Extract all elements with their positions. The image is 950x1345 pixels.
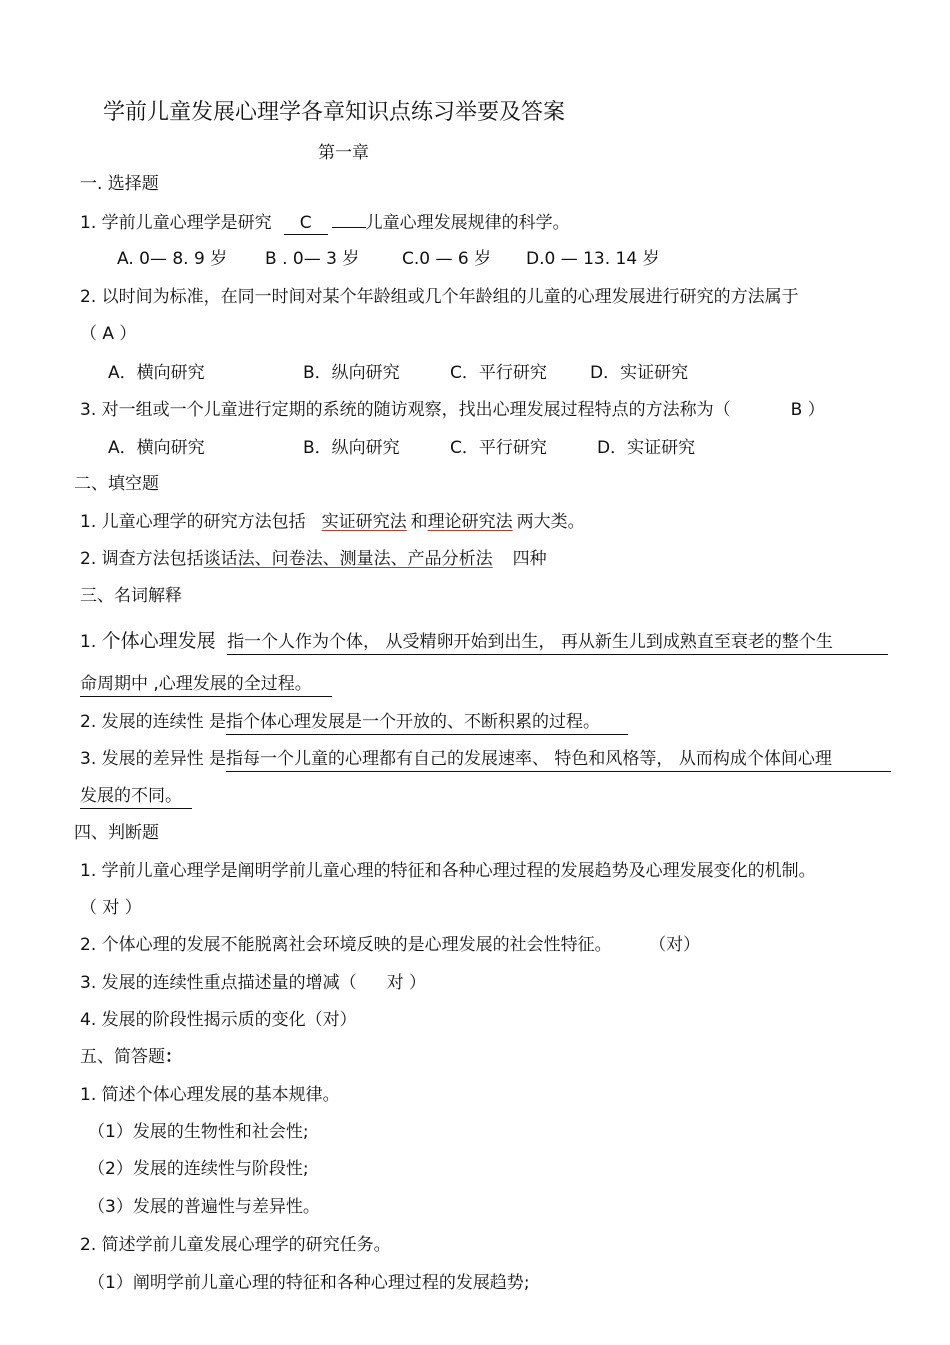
term-definition-cont: 命周期中 ,心理发展的全过程。 xyxy=(80,673,332,697)
term-definition: 指个体心理发展是一个开放的、不断积累的过程。 xyxy=(226,711,628,735)
option-a: A．横向研究 xyxy=(108,363,205,383)
question-text-tail: 儿童心理发展规律的科学。 xyxy=(365,213,570,233)
short-answer-item: （1）发展的生物性和社会性; xyxy=(88,1122,309,1142)
section-heading-judge: 四、判断题 xyxy=(74,823,159,843)
question-2-1 xyxy=(80,511,585,533)
judge-3 xyxy=(80,972,426,994)
question-text: 3. 对一组或一个儿童进行定期的系统的随访观察，找出心理发展过程特点的方法称为（ xyxy=(80,400,731,420)
option-c: C.0 — 6 岁 xyxy=(402,249,492,269)
section-heading-short xyxy=(80,1046,182,1068)
short-answer-item: （1）阐明学前儿童心理的特征和各种心理过程的发展趋势; xyxy=(88,1273,530,1293)
term-name: 2. 发展的连续性 是 xyxy=(80,712,227,732)
answer: B ） xyxy=(790,400,825,420)
option-d: D．实证研究 xyxy=(590,363,689,383)
term-3-line2 xyxy=(80,785,192,809)
heading-colon: ： xyxy=(165,1047,182,1067)
option-a: A．横向研究 xyxy=(108,438,205,458)
question-1-2-line2: （ A ） xyxy=(80,324,137,344)
question-text: 3. 发展的连续性重点描述量的增减（ xyxy=(80,973,357,993)
section-heading-text: 五、简答题 xyxy=(80,1047,165,1067)
options-1-2 xyxy=(108,362,688,384)
answer: 谈话法、问卷法、测量法、产品分析法 xyxy=(203,549,493,569)
judge-4: 4. 发展的阶段性揭示质的变化（对） xyxy=(80,1010,357,1030)
section-heading-terms: 三、名词解释 xyxy=(80,586,182,606)
short-answer-item: （2）发展的连续性与阶段性; xyxy=(88,1159,309,1179)
chapter-heading: 第一章 xyxy=(318,143,369,163)
answer: （对） xyxy=(657,935,701,955)
term-1-line1 xyxy=(80,630,888,655)
option-c: C．平行研究 xyxy=(450,363,547,383)
question-1-3 xyxy=(80,399,825,421)
option-d: D．实证研究 xyxy=(597,438,696,458)
term-1-line2 xyxy=(80,673,332,697)
short-question-1: 1. 简述个体心理发展的基本规律。 xyxy=(80,1085,340,1105)
question-2-2 xyxy=(80,548,547,570)
term-2 xyxy=(80,711,628,735)
blank-line xyxy=(332,227,366,228)
question-text-tail: 四种 xyxy=(512,549,547,569)
short-question-2: 2. 简述学前儿童发展心理学的研究任务。 xyxy=(80,1235,391,1255)
option-c: C．平行研究 xyxy=(450,438,547,458)
option-b: B．纵向研究 xyxy=(303,438,400,458)
question-text: 1. 学前儿童心理学是研究 xyxy=(80,213,272,233)
term-name: 3. 发展的差异性 是 xyxy=(80,749,227,769)
page-title: 学前儿童发展心理学各章知识点练习举要及答案 xyxy=(103,100,566,125)
judge-1-line1: 1. 学前儿童心理学是阐明学前儿童心理的特征和各种心理过程的发展趋势及心理发展变化的机制。 xyxy=(80,861,816,881)
term-definition: 指每一个儿童的心理都有自己的发展速率、 特色和风格等， 从而构成个体间心理 xyxy=(226,748,891,772)
answer: 对 ） xyxy=(386,973,427,993)
section-heading-fill: 二、填空题 xyxy=(74,474,159,494)
question-1-1 xyxy=(80,212,570,235)
question-text-tail: 两大类。 xyxy=(516,512,585,532)
question-text: 2. 个体心理的发展不能脱离社会环境反映的是心理发展的社会性特征。 xyxy=(80,935,612,955)
section-heading-choice: 一. 选择题 xyxy=(80,174,159,194)
options-1-1 xyxy=(117,248,660,270)
term-number: 1. xyxy=(80,632,97,652)
option-b: B．纵向研究 xyxy=(303,363,400,383)
question-text: 2. 调查方法包括 xyxy=(80,549,204,569)
option-d: D.0 — 13. 14 岁 xyxy=(526,249,660,269)
connector-text: 和 xyxy=(410,512,428,532)
answer-1: 实证研究法 xyxy=(321,512,407,532)
term-definition: 指一个人作为个体， 从受精卵开始到出生， 再从新生儿到成熟直至衰老的整个生 xyxy=(227,631,888,655)
option-a: A. 0— 8. 9 岁 xyxy=(117,249,228,269)
judge-1-line2: （ 对 ） xyxy=(80,898,142,918)
judge-2 xyxy=(80,934,700,956)
question-1-2-line1: 2. 以时间为标准，在同一时间对某个年龄组或几个年龄组的儿童的心理发展进行研究的方法属于 xyxy=(80,287,799,307)
term-definition-cont: 发展的不同。 xyxy=(80,785,192,809)
question-text: 1. 儿童心理学的研究方法包括 xyxy=(80,512,306,532)
option-b: B . 0— 3 岁 xyxy=(265,249,360,269)
answer-blank: C xyxy=(284,212,328,235)
short-answer-item: （3）发展的普遍性与差异性。 xyxy=(88,1197,320,1217)
term-name: 个体心理发展 xyxy=(101,630,216,652)
term-3-line1 xyxy=(80,748,891,772)
options-1-3 xyxy=(108,437,695,459)
answer-2: 理论研究法 xyxy=(427,512,513,532)
